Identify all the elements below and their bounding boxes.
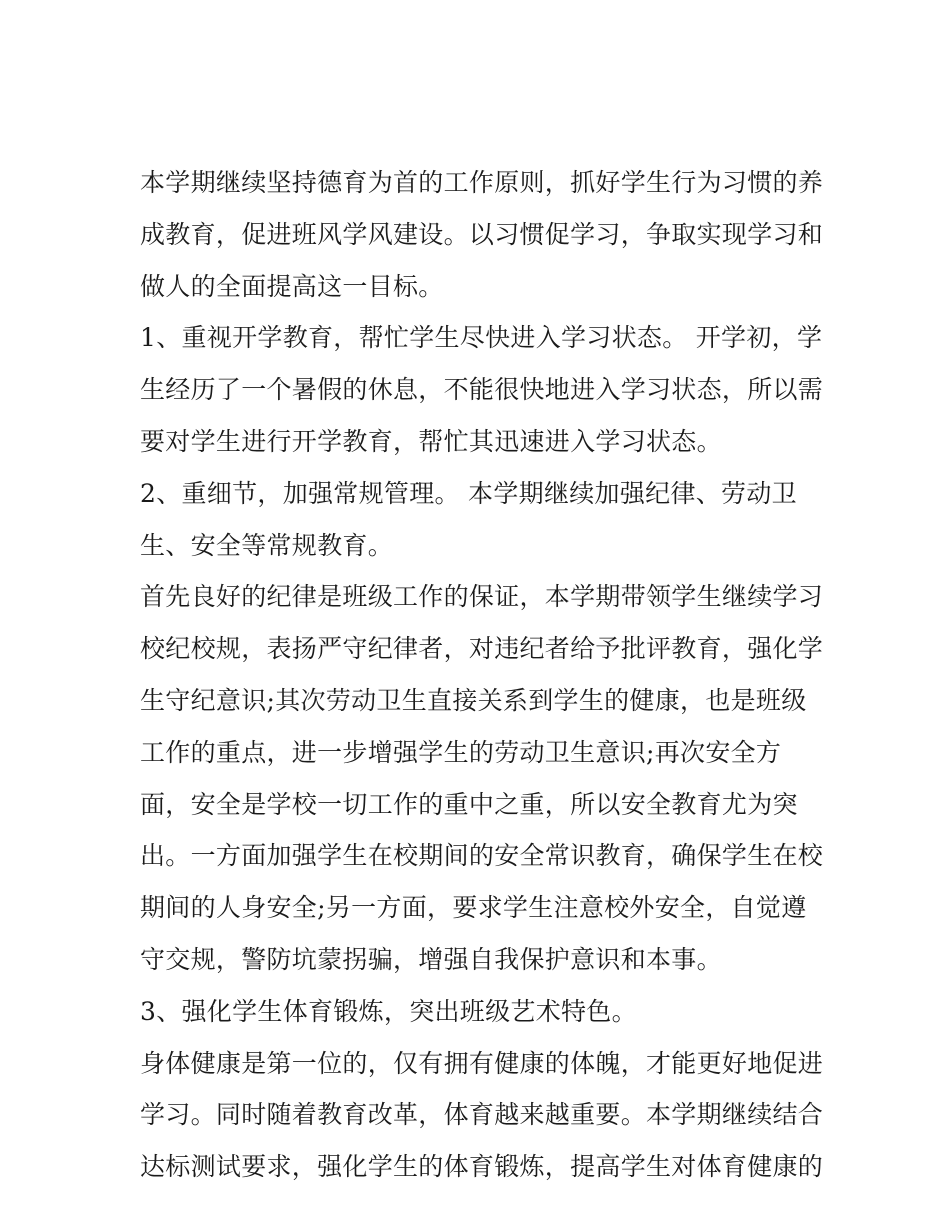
text-line: 期间的人身安全;另一方面，要求学生注意校外安全，自觉遵 <box>140 893 807 923</box>
text-line: 校纪校规，表扬严守纪律者，对违纪者给予批评教育，强化学 <box>140 634 824 664</box>
text-line: 生、安全等常规教育。 <box>140 530 394 560</box>
text-line: 面，安全是学校一切工作的重中之重，所以安全教育尤为突 <box>140 789 798 819</box>
text-line: 2、重细节，加强常规管理。 本学期继续加强纪律、劳动卫 <box>140 478 797 508</box>
text-line: 首先良好的纪律是班级工作的保证，本学期带领学生继续学习 <box>140 582 824 612</box>
text-line: 本学期继续坚持德育为首的工作原则，抓好学生行为习惯的养 <box>140 168 824 197</box>
text-line: 生经历了一个暑假的休息，不能很快地进入学习状态，所以需 <box>140 375 824 405</box>
text-line: 工作的重点，进一步增强学生的劳动卫生意识;再次安全方 <box>140 737 782 767</box>
text-line: 达标测试要求，强化学生的体育锻炼，提高学生对体育健康的 <box>140 1152 824 1182</box>
text-line: 做人的全面提高这一目标。 <box>140 271 444 301</box>
document-body <box>140 157 824 1193</box>
text-line: 要对学生进行开学教育，帮忙其迅速进入学习状态。 <box>140 426 722 456</box>
text-line: 生守纪意识;其次劳动卫生直接关系到学生的健康，也是班级 <box>140 685 807 715</box>
text-line: 1、重视开学教育，帮忙学生尽快进入学习状态。 开学初，学 <box>140 323 823 353</box>
text-line: 守交规，警防坑蒙拐骗，增强自我保护意识和本事。 <box>140 944 722 974</box>
text-line: 3、强化学生体育锻炼，突出班级艺术特色。 <box>140 996 637 1026</box>
text-line: 学习。同时随着教育改革，体育越来越重要。本学期继续结合 <box>140 1100 824 1130</box>
text-line: 出。一方面加强学生在校期间的安全常识教育，确保学生在校 <box>140 841 824 871</box>
text-line: 身体健康是第一位的，仅有拥有健康的体魄，才能更好地促进 <box>140 1048 824 1078</box>
text-line: 成教育，促进班风学风建设。以习惯促学习，争取实现学习和 <box>140 219 824 249</box>
